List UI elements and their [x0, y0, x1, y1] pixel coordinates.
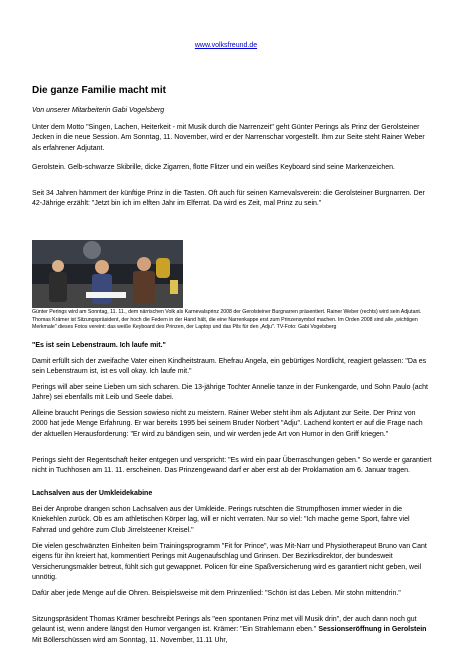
article-intro: Unter dem Motto "Singen, Lachen, Heiterkeit - mit Musik durch die Narrenzeit" geht Günter Perings als Prinz der Gerolsteiner Jecken in die neue Session. Am Sonntag, 11. November, wird er der Narrenschar vorgestellt. Ihm zur Seite steht Rainer Weber als erfahrener Adjutant. [32, 124, 425, 152]
paragraph-10-tail: Mit Böllerschüssen wird am Sonntag, 11. November, 11.11 Uhr, [32, 636, 228, 644]
paragraph-10-text: Sitzungspräsident Thomas Krämer beschreibt Perings als "een spontanen Prinz met vill Musik drin", der auch dann noch gut gelaunt ist, wenn andere längst den Humor vergangen ist. Krämer: "Ein Strahlemann eben." [32, 616, 417, 634]
paragraph-5: Alleine braucht Perings die Session sowieso nicht zu meistern. Rainer Weber steht ihm als Adjutant zur Seite. Der Prinz von 2000 hat jede Menge Erfahrung. Er war bereits 1995 bei seinem Bruder Norbert "Adju". Lachend kontert er auf die Frage nach der aktuellen Herausforderung: "Er wird zu bändigen sein, und wir werden jede Art von Humor in den Griff kriegen." [32, 410, 423, 438]
subheading-lachsalven: Lachsalven aus der Umkleidekabine [32, 490, 153, 497]
paragraph-1: Gerolstein. Gelb-schwarze Skibrille, dicke Zigarren, flotte Flitzer und ein weißes Keyboard sind seine Markenzeichen. [32, 164, 395, 171]
paragraph-10 [32, 615, 432, 646]
paragraph-9: Dafür aber jede Menge auf die Ohren. Beispielsweise mit dem Prinzenlied: "Schön ist das Leben. Mir stohn mittendrin." [32, 590, 401, 597]
paragraph-4: Perings will aber seine Lieben um sich scharen. Die 13-jährige Tochter Annelie tanze in der Funkengarde, und Sohn Paulo (acht Jahre) sei ebenfalls mit Leib und Seele dabei. [32, 384, 428, 402]
source-url-link[interactable]: www.volksfreund.de [194, 42, 258, 49]
subheading-lebenstraum: "Es ist sein Lebenstraum. Ich laufe mit." [32, 342, 166, 349]
article-title: Die ganze Familie macht mit [32, 85, 166, 96]
paragraph-3: Damit erfüllt sich der zweifache Vater einen Kindheitstraum. Ehefrau Angela, ein gebürtiges Nordlicht, reagiert gelassen: "Da es sein Lebenstraum ist, ist es voll okay. Ich laufe mit." [32, 358, 427, 376]
photo-illustration [32, 240, 183, 308]
article-photo [32, 240, 183, 308]
paragraph-6: Perings sieht der Regentschaft heiter entgegen und verspricht: "Es wird ein paar Überraschungen geben." So werde er garantiert nicht in Tuchhosen am 11. 11. erscheinen. Das Prinzengewand darf er aber erst ab der Proklamation am 6. Januar tragen. [32, 457, 432, 475]
paragraph-2: Seit 34 Jahren hämmert der künftige Prinz in die Tasten. Oft auch für seinen Karnevalsverein: die Gerolsteiner Burgnarren. Der 42-Jährige erzählt: "Jetzt bin ich im elften Jahr im Elferrat. Da wird es Zeit, mal Prinz zu sein." [32, 190, 425, 208]
paragraph-7: Bei der Anprobe drangen schon Lachsalven aus der Umkleide. Perings rutschten die Strumpfhosen immer wieder in die Kniekehlen zurück. Ob es am athletischen Körper lag, will er nicht verraten. Nur so viel: "Ich mache gerne Sport, fahre viel Fahrrad und gehöre zum Club Jirrelsteener Kreisel." [32, 506, 410, 534]
paragraph-10-bold: Sessionseröffnung in Gerolstein [318, 626, 427, 634]
paragraph-8: Die vielen geschwänzten Einheiten beim Trainingsprogramm "Fit for Prince", was Mit-Narr und Physiotherapeut Bruno van Cant eigens für ihn kreiert hat, kommentiert Perings mit Augenaufschlag und Grinsen. Der Bezirksdirektor, der bundesweit Versicherungsmakler betreut, fühlt sich gut gewappnet. Policen für eine Spaßversicherung wird es garantiert nicht geben, weil unnötig. [32, 543, 427, 582]
article-byline: Von unserer Mitarbeiterin Gabi Vogelsberg [32, 107, 165, 114]
photo-caption: Günter Perings wird am Sonntag, 11. 11., dem närrischen Volk als Karnevalsprinz 2008 der Gerolsteiner Burgnarren präsentiert. Rainer Weber (rechts) wird sein Adjutant. Thomas Krämer ist Sitzungspräsident, der hoch die Federn in der Hand hält, die eine Narrenkappe erst zum Prinzensymbol machen. Im Orden 2008 sind alle „wichtigen Merkmale" dieses Fotos vereint: das weiße Keyboard des Prinzen, der Laptop und das Pils für den „Adju". TV-Foto: Gabi Vogelsberg [32, 309, 422, 331]
